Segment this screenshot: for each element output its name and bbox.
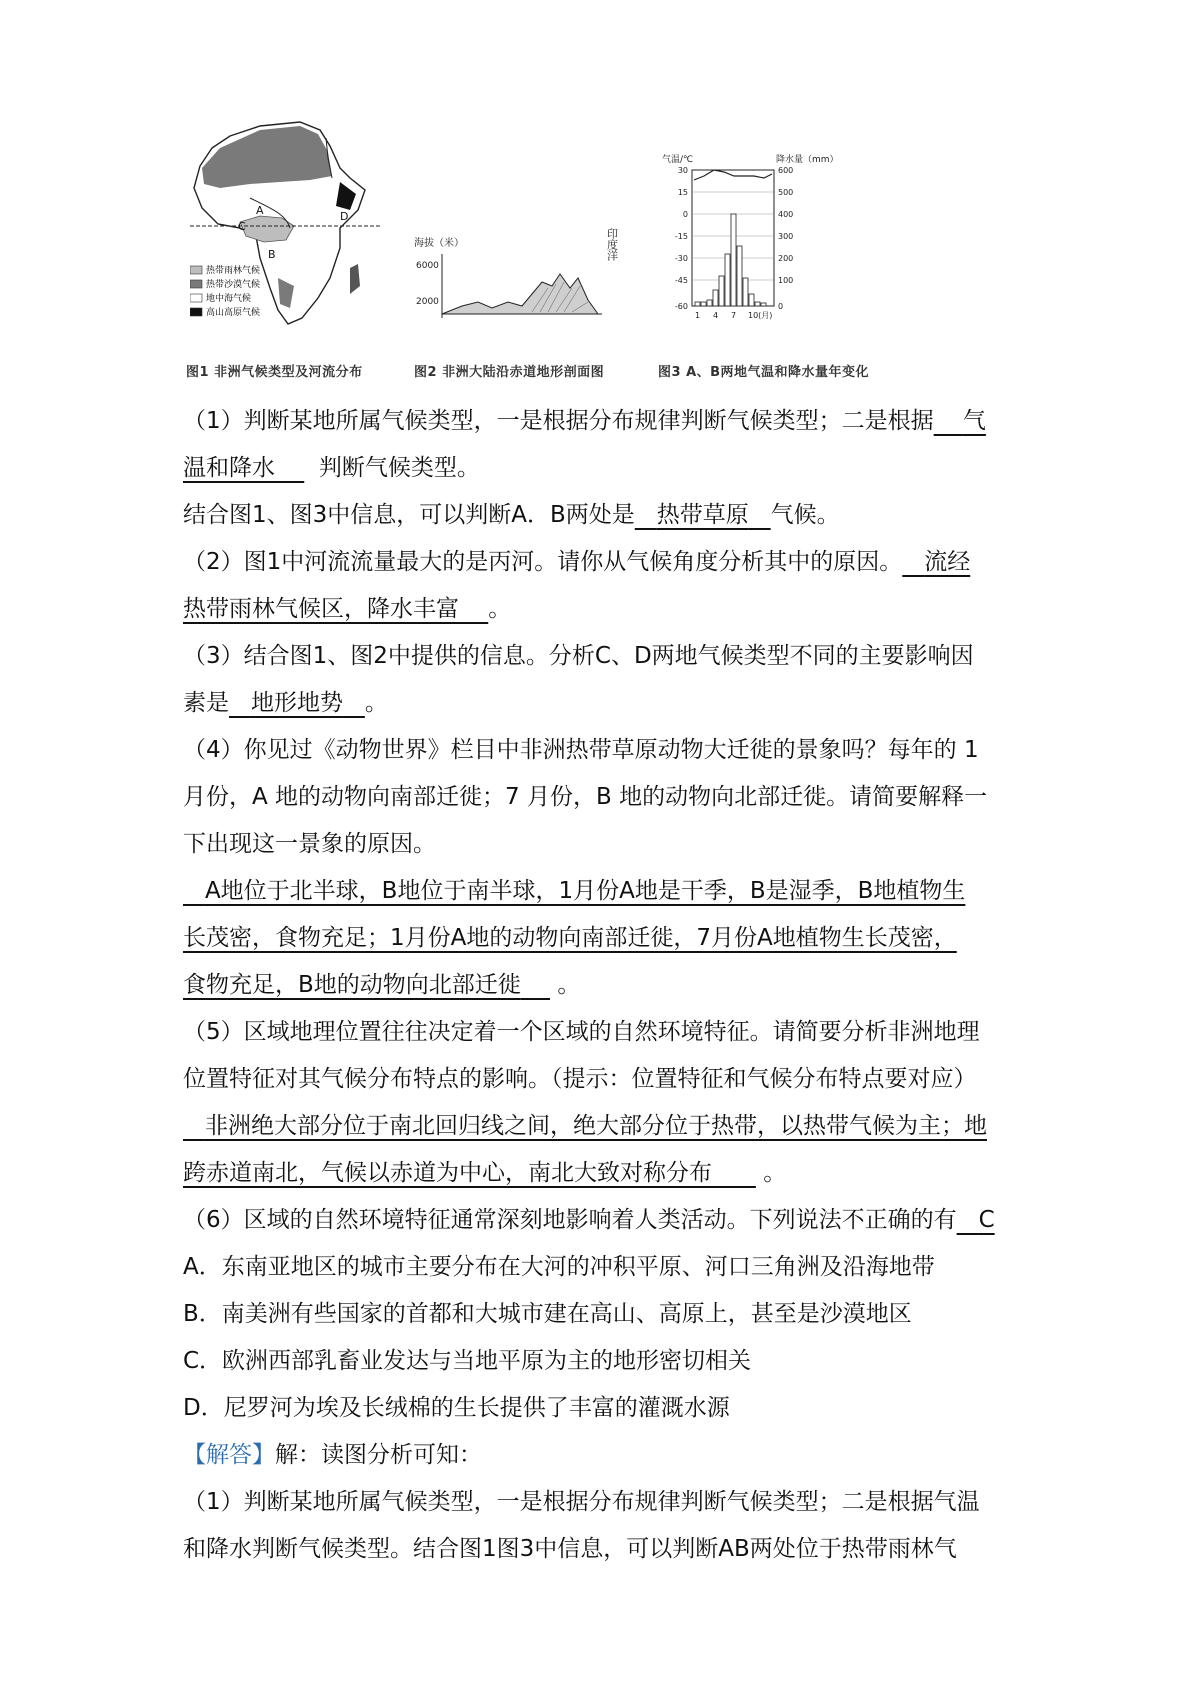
q6-answer: C [978,1207,995,1233]
temperature-line [694,170,772,180]
chart-left-tick: 30 [677,166,688,175]
q1-answer-1a: 气 [962,408,986,434]
profile-y-tick-6000: 6000 [416,261,439,271]
chart-right-tick: 600 [778,166,794,175]
legend-item-desert: 热带沙漠气候 [206,280,261,290]
chart-right-tick: 500 [778,188,794,197]
q2-line-2: 热带雨林气候区，降水丰富 。 [183,596,512,622]
chart-x-tick: 7 [731,311,737,320]
answer-line-2: 和降水判断气候类型。结合图1图3中信息，可以判断AB两处位于热带雨林气 [183,1536,957,1562]
figure-3-caption: 图3 A、B两地气温和降水量年变化 [658,365,870,380]
answer-line-1: （1）判断某地所属气候类型，一是根据分布规律判断气候类型；二是根据气温 [183,1489,980,1515]
q2-answer-b: 热带雨林气候区，降水丰富 [183,596,459,622]
chart-left-tick: 0 [682,210,688,219]
q1-line2-text: 判断气候类型。 [318,455,480,481]
chart-right-tick: 300 [778,232,794,241]
q1-line-1 [183,398,1023,445]
map-label-d: D [340,210,349,223]
figure-1-africa-map [186,118,400,380]
precipitation-bars [695,214,766,306]
profile-y-tick-2000: 2000 [416,297,439,307]
q4-answer-3: 食物充足，B地的动物向北部迁徙 。 [183,972,581,998]
map-label-c: C [238,220,246,233]
q6-option-d: D．尼罗河为埃及长绒棉的生长提供了丰富的灌溉水源 [183,1395,730,1421]
africa-climate-map [190,118,400,346]
q4-answer-2: 长茂密，食物充足；1月份A地的动物向南部迁徙，7月份A地植物生长茂密， [183,925,957,951]
chart-left-tick: -45 [674,276,688,285]
map-label-b: B [268,248,276,261]
q5-line-2: 位置特征对其气候分布特点的影响。（提示：位置特征和气候分布特点要对应） [183,1066,977,1092]
map-label-a: A [256,204,264,217]
q6-line: （6）区域的自然环境特征通常深刻地影响着人类活动。下列说法不正确的有 C [183,1207,995,1233]
q6-option-c: C．欧洲西部乳畜业发达与当地平原为主的地形密切相关 [183,1348,752,1374]
answer-intro: 【解答】解：读图分析可知： [183,1442,482,1468]
chart-left-tick: -30 [674,254,688,263]
q4-answer-1: A地位于北半球，B地位于南半球，1月份A地是干季，B是湿季，B地植物生 [204,878,966,904]
q1-line1-text: （1）判断某地所属气候类型，一是根据分布规律判断气候类型；二是根据 [183,408,934,434]
q1-answer-2: 热带草原 [656,502,749,528]
answer-tag: 【解答】 [183,1442,275,1468]
q4-line-1: （4）你见过《动物世界》栏目中非洲热带草原动物大迁徙的景象吗？每年的 1 [183,737,979,763]
svg-text:印度洋: 印度洋 [605,228,619,261]
q1-line3-text: 结合图1、图3中信息，可以判断A．B两处是 [183,502,635,528]
chart-right-tick: 100 [778,276,794,285]
question-text [183,398,1023,1573]
q4-line-2: 月份，A 地的动物向南部迁徙；7 月份，B 地的动物向北部迁徙。请简要解释一 [183,784,988,810]
map-legend [190,264,260,318]
legend-item-mediterranean: 地中海气候 [206,294,252,304]
chart-left-tick: 15 [677,188,688,197]
figure-2-elevation-profile [412,118,642,380]
q1-line-2 [183,445,1023,492]
chart-x-tick: 4 [713,311,719,320]
chart-right-axis-label: 降水量（mm） [776,155,839,165]
chart-x-tick: 10(月) [748,311,773,320]
figure-2-caption: 图2 非洲大陆沿赤道地形剖面图 [414,365,605,380]
chart-left-tick: -15 [674,232,688,241]
figure-3-climate-chart [658,118,950,380]
chart-right-tick: 200 [778,254,794,263]
chart-x-tick: 1 [695,311,701,320]
q5-answer-2: 跨赤道南北，气候以赤道为中心，南北大致对称分布 。 [183,1160,787,1186]
q4-line-3: 下出现这一景象的原因。 [183,831,436,857]
climate-bar-line-chart [658,118,950,346]
q1-line-3: 结合图1、图3中信息，可以判断A．B两处是 热带草原 气候。 [183,502,840,528]
profile-ocean-label [606,228,619,262]
q6-option-b: B．南美洲有些国家的首都和大城市建在高山、高原上，甚至是沙漠地区 [183,1301,912,1327]
q6-option-a: A．东南亚地区的城市主要分布在大河的冲积平原、河口三角洲及沿海地带 [183,1254,935,1280]
q3-answer: 地形地势 [250,690,343,716]
legend-item-highland: 高山高原气候 [206,308,261,318]
q5-line-1: （5）区域地理位置往往决定着一个区域的自然环境特征。请简要分析非洲地理 [183,1019,980,1045]
q2-line-1 [183,539,1023,586]
figure-strip [186,118,950,380]
q1-answer-1b: 温和降水 [183,455,275,481]
q2-text: （2）图1中河流流量最大的是丙河。请你从气候角度分析其中的原因。 [183,549,903,575]
legend-item-rainforest: 热带雨林气候 [206,266,261,276]
q2-answer-a: 流经 [924,549,971,575]
chart-right-tick: 400 [778,210,794,219]
figure-1-caption: 图1 非洲气候类型及河流分布 [186,365,363,380]
q3-line-1: （3）结合图1、图2中提供的信息。分析C、D两地气候类型不同的主要影响因 [183,643,974,669]
chart-left-tick: -60 [674,302,688,311]
profile-y-label: 海拔（米） [414,238,464,249]
q3-line-2: 素是 地形地势 。 [183,690,388,716]
q5-answer-1: 非洲绝大部分位于南北回归线之间，绝大部分位于热带，以热带气候为主；地 [204,1113,987,1139]
chart-right-tick: 0 [778,302,784,311]
chart-left-axis-label: 气温/℃ [662,155,694,165]
equator-elevation-profile [412,118,642,346]
